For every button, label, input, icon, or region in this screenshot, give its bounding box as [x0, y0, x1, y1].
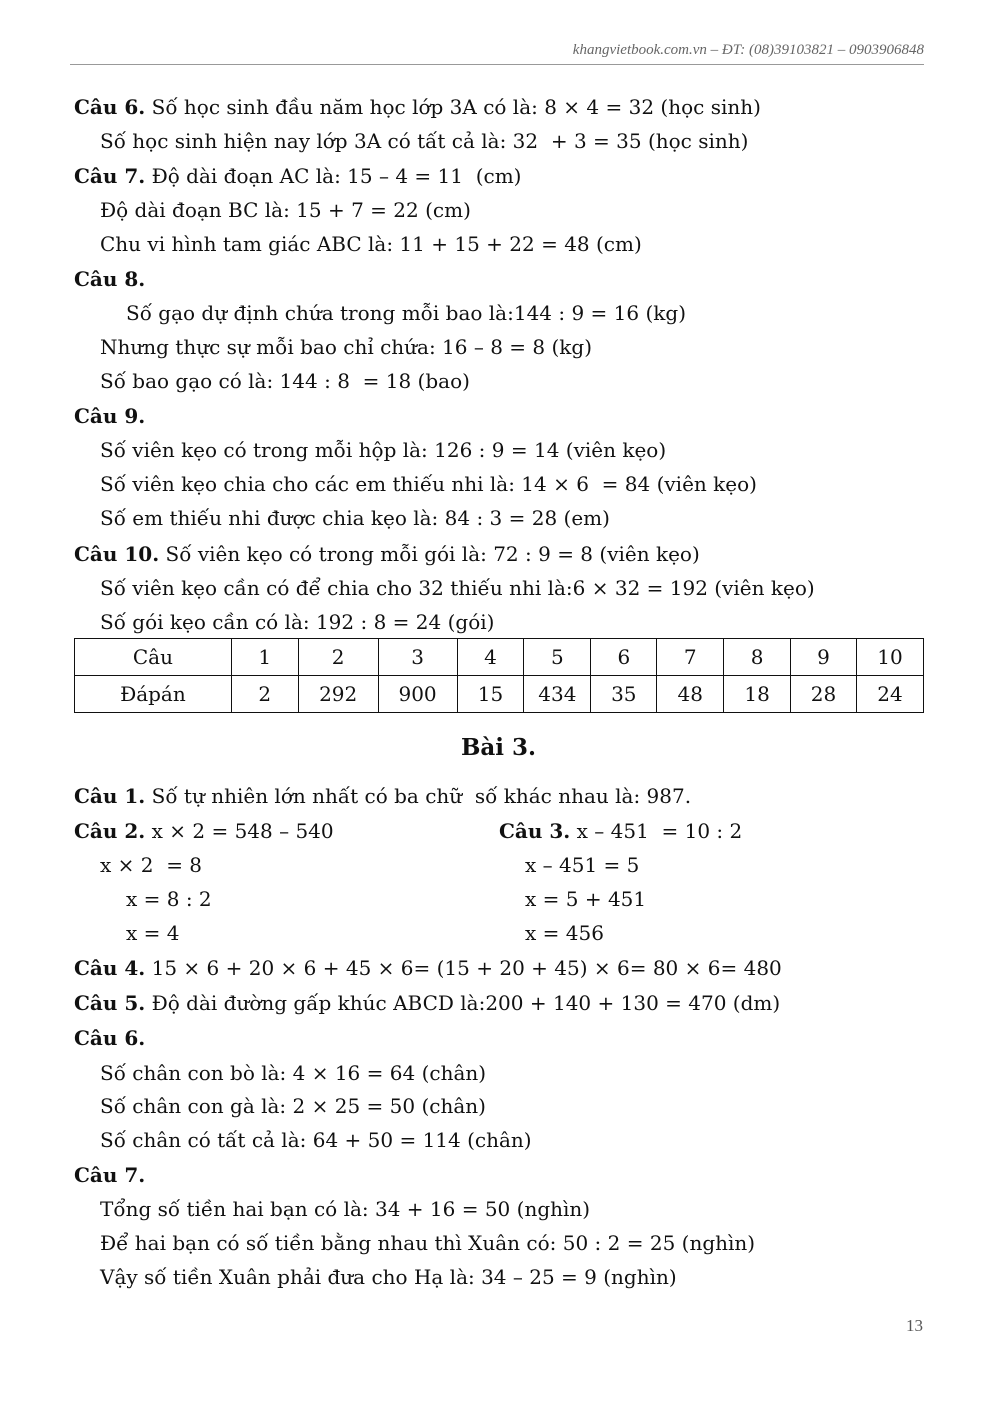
- q8-line2: Nhưng thực sự mỗi bao chỉ chứa: 16 – 8 = 8 (kg): [100, 335, 593, 359]
- table-row: [75, 676, 924, 713]
- table-cell: 6: [591, 639, 657, 676]
- c3-label: Câu 3.: [499, 819, 571, 843]
- c2-line2: x × 2 = 8: [100, 853, 203, 877]
- table-cell: 900: [378, 676, 457, 713]
- answer-table: [74, 638, 924, 713]
- table-cell: Câu: [75, 639, 232, 676]
- table-cell: 15: [457, 676, 524, 713]
- table-cell: 8: [724, 639, 791, 676]
- table-cell: 434: [524, 676, 591, 713]
- q6-line2: Số học sinh hiện nay lớp 3A có tất cả là: 32 + 3 = 35 (học sinh): [100, 129, 749, 153]
- c2-text: x × 2 = 548 – 540: [145, 819, 334, 843]
- c3-line3: x = 5 + 451: [525, 887, 647, 911]
- c2-label: Câu 2.: [74, 819, 146, 843]
- q9-line1: Số viên kẹo có trong mỗi hộp là: 126 : 9 = 14 (viên kẹo): [100, 438, 667, 462]
- q7-line: [74, 164, 521, 188]
- c2-line4: x = 4: [126, 921, 180, 945]
- c1-text: Số tự nhiên lớn nhất có ba chữ số khác nhau là: 987.: [145, 784, 692, 808]
- section-title: Bài 3.: [460, 734, 537, 761]
- c4-label: Câu 4.: [74, 956, 146, 980]
- c1-line: [74, 784, 691, 808]
- c2-line3: x = 8 : 2: [126, 887, 212, 911]
- q9-line2: Số viên kẹo chia cho các em thiếu nhi là: 14 × 6 = 84 (viên kẹo): [100, 472, 757, 496]
- table-cell: 24: [856, 676, 923, 713]
- c6-line1: Số chân con bò là: 4 × 16 = 64 (chân): [100, 1061, 487, 1085]
- table-cell: 9: [791, 639, 857, 676]
- table-cell: 35: [591, 676, 657, 713]
- q10-label: Câu 10.: [74, 542, 160, 566]
- header-divider: [70, 64, 924, 65]
- page-number: 13: [906, 1316, 923, 1335]
- c3-line: [499, 819, 742, 843]
- c4-text: 15 × 6 + 20 × 6 + 45 × 6= (15 + 20 + 45) × 6= 80 × 6= 480: [145, 956, 782, 980]
- c7-line2: Để hai bạn có số tiền bằng nhau thì Xuân có: 50 : 2 = 25 (nghìn): [100, 1231, 756, 1255]
- q7-label: Câu 7.: [74, 164, 146, 188]
- c7-line1: Tổng số tiền hai bạn có là: 34 + 16 = 50 (nghìn): [100, 1197, 591, 1221]
- q7-text: Độ dài đoạn AC là: 15 – 4 = 11 (cm): [145, 164, 522, 188]
- q7-line2: Độ dài đoạn BC là: 15 + 7 = 22 (cm): [100, 198, 471, 222]
- q8-label: Câu 8.: [74, 267, 146, 291]
- table-cell: 5: [524, 639, 591, 676]
- q7-line3: Chu vi hình tam giác ABC là: 11 + 15 + 22 = 48 (cm): [100, 232, 642, 256]
- q10-line3: Số gói kẹo cần có là: 192 : 8 = 24 (gói): [100, 610, 495, 634]
- q9-label: Câu 9.: [74, 404, 146, 428]
- c7-label: Câu 7.: [74, 1163, 146, 1187]
- c2-line: [74, 819, 334, 843]
- c5-text: Độ dài đường gấp khúc ABCD là:200 + 140 + 130 = 470 (dm): [145, 991, 781, 1015]
- q10-text: Số viên kẹo có trong mỗi gói là: 72 : 9 = 8 (viên kẹo): [159, 542, 700, 566]
- q10-line2: Số viên kẹo cần có để chia cho 32 thiếu nhi là:6 × 32 = 192 (viên kẹo): [100, 576, 815, 600]
- c4-line: [74, 956, 782, 980]
- table-cell: 292: [298, 676, 378, 713]
- table-cell: 3: [378, 639, 457, 676]
- table-cell: 1: [231, 639, 298, 676]
- c6-label: Câu 6.: [74, 1026, 146, 1050]
- q9-line3: Số em thiếu nhi được chia kẹo là: 84 : 3 = 28 (em): [100, 506, 610, 530]
- c3-line4: x = 456: [525, 921, 604, 945]
- table-cell: 2: [298, 639, 378, 676]
- table-cell: 48: [657, 676, 724, 713]
- q6-line: [74, 95, 761, 119]
- c1-label: Câu 1.: [74, 784, 146, 808]
- c7-line3: Vậy số tiền Xuân phải đưa cho Hạ là: 34 – 25 = 9 (nghìn): [100, 1265, 677, 1289]
- table-cell: 7: [657, 639, 724, 676]
- q6-text: Số học sinh đầu năm học lớp 3A có là: 8 × 4 = 32 (học sinh): [145, 95, 761, 119]
- q8-line1: Số gạo dự định chứa trong mỗi bao là:144 : 9 = 16 (kg): [126, 301, 686, 325]
- page-header: khangvietbook.com.vn – ĐT: (08)39103821 – 0903906848: [572, 42, 924, 58]
- c3-text: x – 451 = 10 : 2: [570, 819, 743, 843]
- c3-line2: x – 451 = 5: [525, 853, 640, 877]
- c6-line2: Số chân con gà là: 2 × 25 = 50 (chân): [100, 1094, 486, 1118]
- table-row: [75, 639, 924, 676]
- c5-line: [74, 991, 780, 1015]
- table-cell: 10: [856, 639, 923, 676]
- q8-line3: Số bao gạo có là: 144 : 8 = 18 (bao): [100, 369, 470, 393]
- q6-label: Câu 6.: [74, 95, 146, 119]
- c6-line3: Số chân có tất cả là: 64 + 50 = 114 (chân): [100, 1128, 532, 1152]
- table-cell: 28: [791, 676, 857, 713]
- table-cell: 18: [724, 676, 791, 713]
- table-cell: 4: [457, 639, 524, 676]
- table-cell: Đápán: [75, 676, 232, 713]
- c5-label: Câu 5.: [74, 991, 146, 1015]
- q10-line: [74, 542, 700, 566]
- table-cell: 2: [231, 676, 298, 713]
